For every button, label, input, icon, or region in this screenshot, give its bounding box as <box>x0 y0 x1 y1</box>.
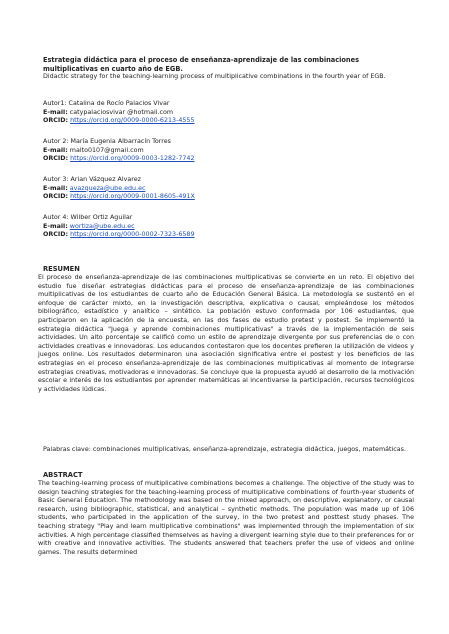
author-name: Autor1: Catalina de Rocío Palacios Vivar <box>43 100 170 107</box>
orcid-label: ORCID: <box>43 193 69 201</box>
email-value: catypalaciosvivar @hotmail.com <box>69 108 174 116</box>
author-block-3 <box>43 176 414 202</box>
orcid-link[interactable]: https://orcid.org/0000-0002-7323-6589 <box>70 231 195 239</box>
paper-title: Estrategia didáctica para el proceso de enseñanza-aprendizaje de las combinaciones multiplicativas en cuarto año de EGB. <box>43 56 360 73</box>
author-block-2 <box>43 138 414 164</box>
author-name: Autor 4: Wilber Ortiz Aguilar <box>43 214 133 221</box>
email-value: malto0107@gmail.com <box>69 146 144 154</box>
orcid-label: ORCID: <box>43 231 69 239</box>
orcid-label: ORCID: <box>43 117 69 125</box>
paper-subtitle: Didactic strategy for the teaching-learning process of multiplicative combinations in the fourth year of EGB. <box>43 73 386 80</box>
email-label: E-mail: <box>43 184 68 192</box>
orcid-link[interactable]: https://orcid.org/0009-0003-1282-7742 <box>70 155 195 163</box>
email-link[interactable]: wortiza@ube.edu.ec <box>69 222 135 230</box>
email-link[interactable]: avazqueza@ube.edu.ec <box>69 184 146 192</box>
abstract-heading: ABSTRACT <box>43 471 83 479</box>
author-block-1 <box>43 100 414 126</box>
orcid-link[interactable]: https://orcid.org/0009-0001-8605-491X <box>70 193 195 201</box>
email-label: E-mail: <box>43 146 68 154</box>
resumen-body: El proceso de enseñanza-aprendizaje de las combinaciones multiplicativas se convierte en un reto. El objetivo del estudio fue diseñar estrategias didácticas para el proceso de enseñanza-aprendizaje de las combinaciones multiplicativas de los estudiantes de cuarto año de Educación General Básica. La metodología se sustentó en el enfoque de carácter mixto, en la investigación descriptiva, explicativa o causal, empleándose los métodos bibliográfico, estadístico y analítico – sintético. La población estuvo conformada por 106 estudiantes, que participaron en la aplicación de la encuesta, en las dos fases de estudio pretest y postest. Se implementó la estrategia didáctica "Juega y aprende combinaciones multiplicativas" a través de la implementación de seis actividades. Un alto porcentaje se calificó como un estilo de aprendizaje divergente por sus preferencias de o con actividades creativas e innovadoras. Los educandos contestaron que los docentes prefieren la utilización de videos y juegos online. Los resultados determinaron una asociación significativa entre el postest y los beneficios de las estrategias en el proceso enseñanza-aprendizaje de las combinaciones multiplicativas al momento de integrarse estrategias creativas, motivadoras e innovadoras. Se concluye que la propuesta ayudó al desarrollo de la motivación escolar e interés de los estudiantes por aprender matemáticas al incentivarse la participación, recursos tecnológicos y actividades lúdicas. <box>38 274 414 393</box>
author-name: Autor 2: María Eugenia Albarracín Torres <box>43 138 171 145</box>
keywords: Palabras clave: combinaciones multiplicativas, enseñanza-aprendizaje, estrategia didáctica, juegos, matemáticas. <box>43 446 406 453</box>
resumen-heading: RESUMEN <box>43 265 80 273</box>
orcid-link[interactable]: https://orcid.org/0009-0000-6213-4555 <box>70 117 195 125</box>
author-block-4 <box>43 214 414 240</box>
abstract-body: The teaching-learning process of multiplicative combinations becomes a challenge. The objective of the study was to design teaching strategies for the teaching-learning process of multiplicative combinations of fourth-year students of Basic General Education. The methodology was based on the mixed approach, on descriptive, explanatory, or causal research, using bibliographic, statistical, and analytical – synthetic methods. The population was made up of 106 students, who participated in the application of the survey, in the two pretest and posttest study phases. The teaching strategy "Play and learn multiplicative combinations" was implemented through the implementation of six activities. A high percentage classified themselves as having a divergent learning style due to their preferences for or with creative and innovative activities. The students answered that teachers prefer the use of videos and online games. The results determined <box>38 480 414 556</box>
author-name: Autor 3: Arian Vázquez Alvarez <box>43 176 141 183</box>
email-label: E-mail: <box>43 222 68 230</box>
orcid-label: ORCID: <box>43 155 69 163</box>
email-label: E-mail: <box>43 108 68 116</box>
